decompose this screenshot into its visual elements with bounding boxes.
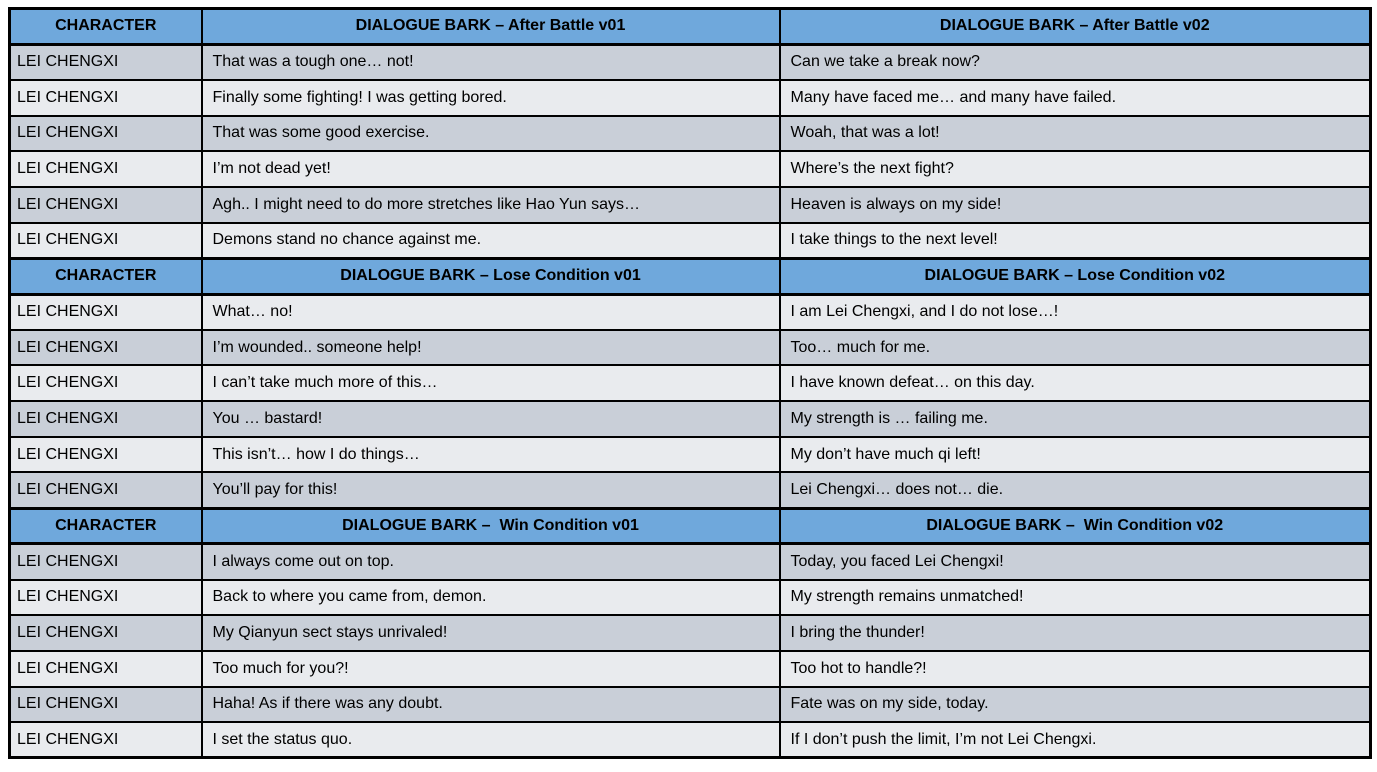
dialogue-v01-cell: Finally some fighting! I was getting bored. <box>202 80 780 116</box>
after-battle-v02-header: DIALOGUE BARK – After Battle v02 <box>780 9 1371 45</box>
dialogue-v01-cell: Agh.. I might need to do more stretches like Hao Yun says… <box>202 187 780 223</box>
dialogue-v01-cell: I always come out on top. <box>202 544 780 580</box>
table-row <box>10 116 1371 152</box>
dialogue-v02-cell: Too hot to handle?! <box>780 651 1371 687</box>
table-row <box>10 401 1371 437</box>
character-cell: LEI CHENGXI <box>10 223 202 259</box>
character-cell: LEI CHENGXI <box>10 80 202 116</box>
dialogue-v02-cell: I am Lei Chengxi, and I do not lose…! <box>780 294 1371 330</box>
character-column-header: CHARACTER <box>10 508 202 544</box>
character-cell: LEI CHENGXI <box>10 615 202 651</box>
dialogue-bark-table <box>8 7 1372 759</box>
dialogue-v01-cell: This isn’t… how I do things… <box>202 437 780 473</box>
character-cell: LEI CHENGXI <box>10 544 202 580</box>
character-cell: LEI CHENGXI <box>10 330 202 366</box>
table-row <box>10 615 1371 651</box>
dialogue-v01-cell: That was some good exercise. <box>202 116 780 152</box>
character-cell: LEI CHENGXI <box>10 116 202 152</box>
character-column-header: CHARACTER <box>10 9 202 45</box>
character-cell: LEI CHENGXI <box>10 687 202 723</box>
dialogue-v01-cell: Haha! As if there was any doubt. <box>202 687 780 723</box>
table-row <box>10 687 1371 723</box>
dialogue-v02-cell: I bring the thunder! <box>780 615 1371 651</box>
table-row <box>10 437 1371 473</box>
table-row <box>10 544 1371 580</box>
lose-condition-v01-header: DIALOGUE BARK – Lose Condition v01 <box>202 258 780 294</box>
dialogue-v02-cell: I have known defeat… on this day. <box>780 365 1371 401</box>
dialogue-v02-cell: Woah, that was a lot! <box>780 116 1371 152</box>
character-cell: LEI CHENGXI <box>10 151 202 187</box>
dialogue-v02-cell: Where’s the next fight? <box>780 151 1371 187</box>
dialogue-v01-cell: I’m not dead yet! <box>202 151 780 187</box>
table-row <box>10 651 1371 687</box>
character-cell: LEI CHENGXI <box>10 437 202 473</box>
dialogue-v01-cell: Back to where you came from, demon. <box>202 580 780 616</box>
dialogue-v02-cell: If I don’t push the limit, I’m not Lei Chengxi. <box>780 722 1371 758</box>
table-row <box>10 223 1371 259</box>
character-cell: LEI CHENGXI <box>10 187 202 223</box>
character-cell: LEI CHENGXI <box>10 722 202 758</box>
dialogue-v01-cell: What… no! <box>202 294 780 330</box>
dialogue-v01-cell: You’ll pay for this! <box>202 472 780 508</box>
character-cell: LEI CHENGXI <box>10 44 202 80</box>
win-condition-v01-header: DIALOGUE BARK – Win Condition v01 <box>202 508 780 544</box>
table-row <box>10 187 1371 223</box>
dialogue-v01-cell: That was a tough one… not! <box>202 44 780 80</box>
dialogue-v01-cell: Demons stand no chance against me. <box>202 223 780 259</box>
dialogue-v02-cell: My strength remains unmatched! <box>780 580 1371 616</box>
dialogue-v02-cell: Can we take a break now? <box>780 44 1371 80</box>
dialogue-v01-cell: My Qianyun sect stays unrivaled! <box>202 615 780 651</box>
table-row <box>10 151 1371 187</box>
dialogue-v01-cell: Too much for you?! <box>202 651 780 687</box>
dialogue-v01-cell: I set the status quo. <box>202 722 780 758</box>
character-column-header: CHARACTER <box>10 258 202 294</box>
dialogue-v02-cell: Too… much for me. <box>780 330 1371 366</box>
table-row <box>10 472 1371 508</box>
table-row <box>10 580 1371 616</box>
dialogue-v02-cell: Fate was on my side, today. <box>780 687 1371 723</box>
dialogue-v01-cell: You … bastard! <box>202 401 780 437</box>
dialogue-v02-cell: My don’t have much qi left! <box>780 437 1371 473</box>
dialogue-v02-cell: Heaven is always on my side! <box>780 187 1371 223</box>
win-condition-v02-header: DIALOGUE BARK – Win Condition v02 <box>780 508 1371 544</box>
lose-condition-v02-header: DIALOGUE BARK – Lose Condition v02 <box>780 258 1371 294</box>
section-header-row <box>10 508 1371 544</box>
character-cell: LEI CHENGXI <box>10 401 202 437</box>
character-cell: LEI CHENGXI <box>10 365 202 401</box>
dialogue-v01-cell: I can’t take much more of this… <box>202 365 780 401</box>
character-cell: LEI CHENGXI <box>10 651 202 687</box>
character-cell: LEI CHENGXI <box>10 580 202 616</box>
table-row <box>10 330 1371 366</box>
dialogue-v01-cell: I’m wounded.. someone help! <box>202 330 780 366</box>
section-header-row <box>10 9 1371 45</box>
table-row <box>10 80 1371 116</box>
section-header-row <box>10 258 1371 294</box>
dialogue-v02-cell: Many have faced me… and many have failed. <box>780 80 1371 116</box>
table-row <box>10 294 1371 330</box>
character-cell: LEI CHENGXI <box>10 472 202 508</box>
table-row <box>10 365 1371 401</box>
table-row <box>10 722 1371 758</box>
dialogue-v02-cell: I take things to the next level! <box>780 223 1371 259</box>
after-battle-v01-header: DIALOGUE BARK – After Battle v01 <box>202 9 780 45</box>
dialogue-v02-cell: Lei Chengxi… does not… die. <box>780 472 1371 508</box>
dialogue-v02-cell: Today, you faced Lei Chengxi! <box>780 544 1371 580</box>
table-row <box>10 44 1371 80</box>
character-cell: LEI CHENGXI <box>10 294 202 330</box>
dialogue-v02-cell: My strength is … failing me. <box>780 401 1371 437</box>
